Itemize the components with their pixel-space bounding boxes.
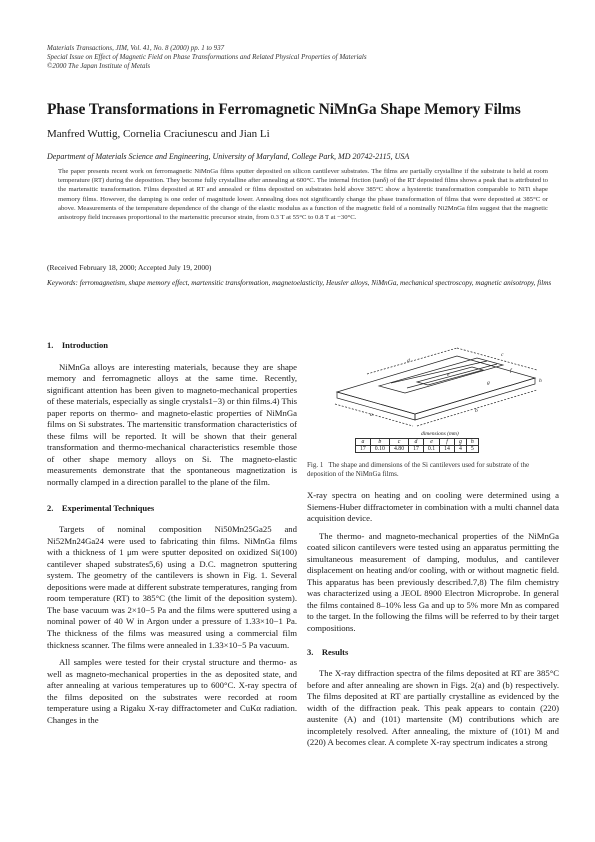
svg-text:f: f [510,368,512,374]
dimension-value: 17 [356,446,371,453]
section-heading-experimental [47,503,297,515]
special-issue-line: Special Issue on Effect of Magnetic Field on Phase Transformations and Related Physical Properties of Materials [47,53,367,61]
svg-text:e: e [447,372,450,378]
dimension-header: h [466,439,478,446]
section-title: Results [321,646,349,657]
author-list: Manfred Wuttig, Cornelia Craciunescu and Jian Li [47,128,270,140]
journal-line: Materials Transactions, JIM, Vol. 41, No. 8 (2000) pp. 1 to 937 [47,44,225,52]
dimension-value: 4.80 [389,446,408,453]
section-number: 3. [307,646,314,657]
paper-title: Phase Transformations in Ferromagnetic NiMnGa Shape Memory Films [47,101,521,118]
dimension-header: b [370,439,389,446]
paragraph: The X-ray diffraction spectra of the films deposited at RT are 385°C before and after annealing are shown in Figs. 2(a) and (b) respectively. The films deposited at RT are partially crystalline as evidenced by the width of the diffraction peak. This peak appears to contain (220) austenite (A) and (101) martensite (M) contributions which are incompletely resolved. After annealing, the mixture of (101) M and (220) A becomes clear. A complete X-ray spectrum indicates a strong [307,668,559,748]
dimension-value: 5 [466,446,478,453]
running-header [47,44,557,71]
paragraph: NiMnGa alloys are interesting materials, because they are shape memory and ferromagnetic alloys at the same time. Recently, significant attention has been given to magneto-mechanical properties of these materials, especially as single crystals1−3) or thin films.4) This paper reports on thermo- and magneto-elastic properties of NiMnGa films on Si substrates. The martensitic transformation characteristics of these films will be reported. It will be shown that their general transformation and thermo-mechanical characteristics resemble those of other shape memory alloys on Si. The magneto-elastic measurements demonstrate that the spontaneous magnetization is normally clamped in a direction parallel to the plane of the film. [47,361,297,488]
paragraph: All samples were tested for their crystal structure and thermo- as well as magneto-mechanical properties in the as deposited state, and after annealing at various temperatures up to 600°C. X-ray spectra of the films deposited on the substrates were recorded at room temperature using a Rigaku X-ray diffractometer and CuKα radiation. Changes in the [47,657,297,725]
caption-label: Fig. 1 [307,461,324,469]
section-number: 2. [47,502,54,513]
dimensions-table [355,438,479,453]
svg-text:a: a [370,412,373,418]
right-column [307,490,559,755]
left-column [47,340,297,732]
dimension-value: 0.10 [370,446,389,453]
svg-text:c: c [501,352,504,358]
affiliation: Department of Materials Science and Engineering, University of Maryland, College Park, MD 20742-2115, USA [47,152,410,161]
copyright-line: ©2000 The Japan Institute of Metals [47,62,151,70]
section-title: Introduction [61,340,109,350]
dimension-header: d [409,439,424,446]
paragraph: X-ray spectra on heating and on cooling were determined using a Siemens-Huber diffractometer in combination with a multi channel data acquisition device. [307,490,559,524]
dimension-value: 14 [440,446,455,453]
received-dates: (Received February 18, 2000; Accepted July 19, 2000) [47,263,212,272]
dimension-value: 17 [409,446,424,453]
dimension-header: f [440,439,455,446]
section-number: 1. [47,340,54,350]
dimensions-label: dimensions (mm) [421,431,459,437]
keywords [47,278,552,288]
keywords-label: Keywords: [47,279,78,287]
figure-1-caption [307,461,559,478]
dimension-header: e [423,439,439,446]
abstract: The paper presents recent work on ferromagnetic NiMnGa films sputter deposited on silicon cantilever substrates. The films are partially crystalline if the substrate is held at room temperature (RT) during the deposition. They become fully crystalline after annealing at 600°C. The internal friction (tanδ) of the RT deposited films shows a peak that is attributed to the martensitic transformation. Films deposited at RT and annealed or films deposited on substrates held above 385°C show a hysteretic transformation comparable to NiTi shape memory films. However, the damping is one order of magnitude lower. Annealing does not significantly change the phase transformation of films that were deposited at 385°C or above. Measurements of the temperature dependence of the change of the elastic modulus as a function of the magnetic field of a nominally Ni2MnGa film suggest that the magnetic anisotropy field increases proportional to the martensitic precursor strain, from 0.3 T at 55°C to 0.8 T at −30°C. [58,168,548,222]
dimension-value: 0.1 [423,446,439,453]
section-title: Experimental Techniques [61,502,155,513]
section-heading-introduction [47,340,297,352]
svg-text:b: b [475,408,478,414]
keywords-text: ferromagnetism, shape memory effect, martensitic transformation, magnetoelasticity, Heusler alloys, NiMnGa, mechanical spectroscopy, magnetic anisotropy, films [79,279,552,287]
paragraph: Targets of nominal composition Ni50Mn25Ga25 and Ni52Mn24Ga24 were used to fabricating thin films. NiMnGa films with a thickness of 1 μm were sputter deposited on oxidized Si(100) cantilever shaped substrates5,6) using a D.C. magnetron sputtering system. The geometry of the cantilevers is shown in Fig. 1. Several depositions were made at different substrate temperatures, ranging from room temperature (RT) to 385°C (the limit of the deposition system). The base vacuum was 2×10−5 Pa and the films were sputtered using a nominal power of 40 W in Argon under a pressure of 1.33×10−1 Pa. The thickness of the films was measured using a commercial film thickness scanner. The films were annealed in 1.33×10−5 Pa vacuum. [47,524,298,650]
paragraph: The thermo- and magneto-mechanical properties of the NiMnGa coated silicon cantilevers were tested using an apparatus permitting the simultaneous measurement of damping, modulus, and cantilever displacement on heating and/or cooling, with or without magnetic field. This apparatus has been previously described.7,8) The film chemistry was characterized using a JEOL 8900 Electron Microprobe. In general the films contained 8–10% less Ga and up to 5% more Mn as compared to the target. In the following the films will be referred to by their target compositions. [307,530,559,634]
svg-text:d: d [407,358,410,364]
dimension-value: 4 [454,446,466,453]
dimension-header: g [454,439,466,446]
section-heading-results [307,647,559,659]
svg-text:h: h [539,378,542,384]
svg-text:g: g [487,380,490,386]
substrate-top-face [337,356,535,414]
caption-text: The shape and dimensions of the Si cantilevers used for substrate of the deposition of the NiMnGa films. [307,461,530,478]
dimension-header: a [356,439,371,446]
dimension-header: c [389,439,408,446]
